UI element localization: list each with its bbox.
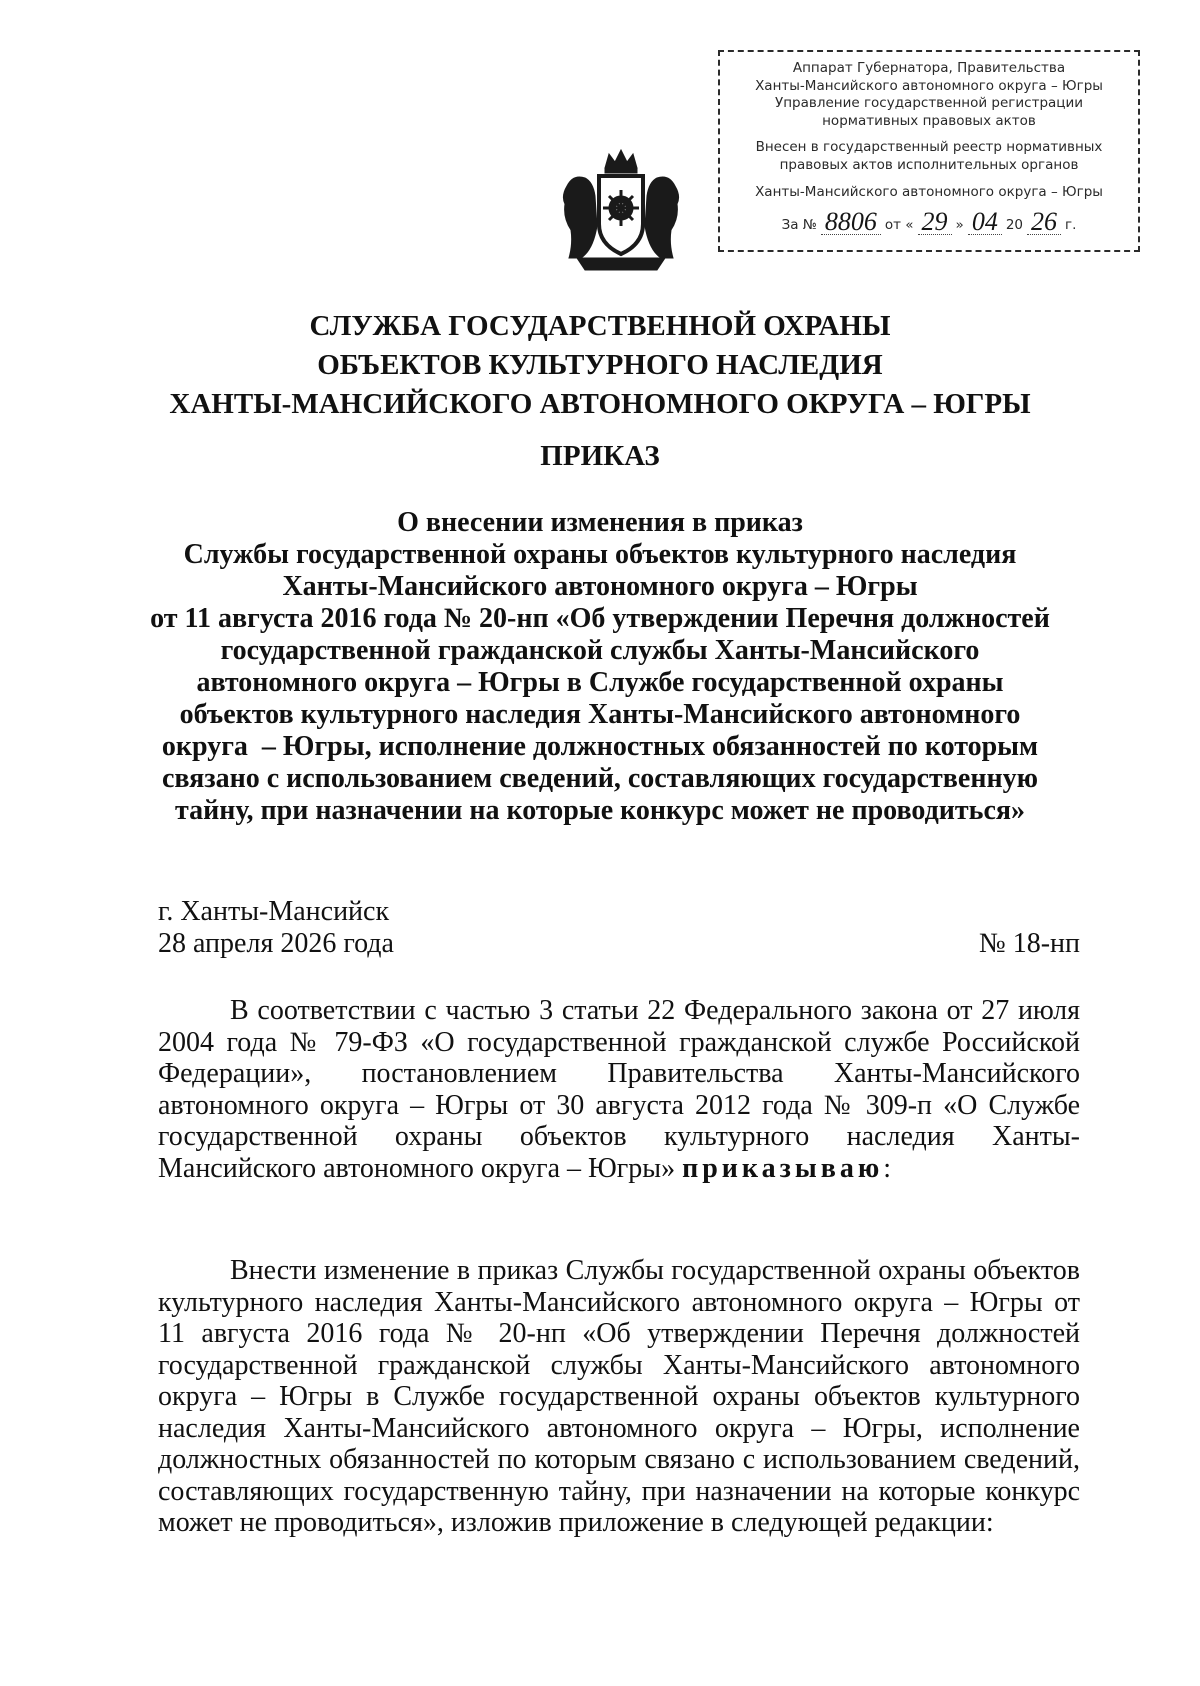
organization-header [0,307,1200,424]
stamp-reg-suffix: г. [1065,217,1077,233]
stamp-registration-line [726,206,1132,236]
stamp-line: Внесен в государственный реестр нормативных [755,139,1103,155]
stamp-reg-year-prefix: 20 [1005,217,1023,233]
stamp-line: Аппарат Губернатора, Правительства [792,60,1066,76]
subject-line: объектов культурного наследия Ханты-Мансийского автономного [179,699,1021,730]
stamp-reg-mid: » [955,217,964,233]
header-line: ОБЪЕКТОВ КУЛЬТУРНОГО НАСЛЕДИЯ [317,349,883,381]
stamp-region: Ханты-Мансийского автономного округа – Югры [755,184,1103,200]
stamp-reg-year: 26 [1027,210,1061,235]
stamp-line: правовых актов исполнительных органов [779,156,1079,173]
coat-of-arms-emblem-icon [559,146,683,274]
subject-line: связано с использованием сведений, составляющих государственную [161,763,1039,794]
stamp-line: Ханты-Мансийского автономного округа – Югры [755,77,1103,94]
subject-line: округа – Югры, исполнение должностных обязанностей по которым [161,731,1039,762]
registration-stamp [718,50,1140,252]
stamp-line: нормативных правовых актов [822,112,1036,129]
header-line: ХАНТЫ-МАНСИЙСКОГО АВТОНОМНОГО ОКРУГА – ЮГРЫ [169,388,1031,420]
stamp-reg-day: 29 [918,210,952,235]
subject-line: от 11 августа 2016 года № 20-нп «Об утверждении Перечня должностей [150,603,1050,634]
header-line: СЛУЖБА ГОСУДАРСТВЕННОЙ ОХРАНЫ [309,310,891,342]
subject-line: О внесении изменения в приказ [397,507,803,538]
stamp-reg-month: 04 [968,210,1002,235]
document-number: № 18-нп [978,928,1080,959]
subject-line: Ханты-Мансийского автономного округа – Югры [282,571,918,602]
document-type-title: ПРИКАЗ [540,440,660,472]
document-date: 28 апреля 2026 года [158,928,394,959]
subject-line: тайну, при назначении на которые конкурс может не проводиться» [174,795,1026,826]
stamp-reg-from: от « [884,217,914,233]
stamp-reg-prefix: За № [781,217,817,233]
subject-line: Службы государственной охраны объектов культурного наследия [183,539,1017,570]
stamp-line: Управление государственной регистрации [774,95,1084,111]
order-colon: : [883,1152,892,1184]
subject-line: государственной гражданской службы Ханты-Мансийского [220,635,980,666]
document-place: г. Ханты-Мансийск [158,896,390,927]
preamble-text: В соответствии с частью 3 статьи 22 Федерального закона от 27 июля 2004 года № 79-ФЗ «О государственной гражданской службе Российской Федерации», постановлением Правительства Ханты-Мансийского автономного округа – Югры от 30 августа 2012 года № 309-п «О Службе государственной охраны объектов культурного наследия Ханты-Мансийского автономного округа – Югры» [158,995,1080,1184]
body-paragraph-order: Внести изменение в приказ Службы государственной охраны объектов культурного наследия Ханты-Мансийского автономного округа – Югры от 11 августа 2016 года № 20-нп «Об утверждении Перечня должностей государственной гражданской службы Ханты-Мансийского автономного округа – Югры в Службе государственной охраны объектов культурного наследия Ханты-Мансийского автономного округа – Югры, исполнение должностных обязанностей по которым связано с использованием сведений, составляющих государственную тайну, при назначении на которые конкурс может не проводиться», изложив приложение в следующей редакции: [158,1255,1080,1538]
document-subject [120,507,1080,827]
body-paragraph-preamble [158,995,1080,1184]
stamp-reg-number: 8806 [821,210,881,235]
order-word: приказываю [682,1152,884,1184]
subject-line: автономного округа – Югры в Службе государственной охраны [196,667,1004,698]
